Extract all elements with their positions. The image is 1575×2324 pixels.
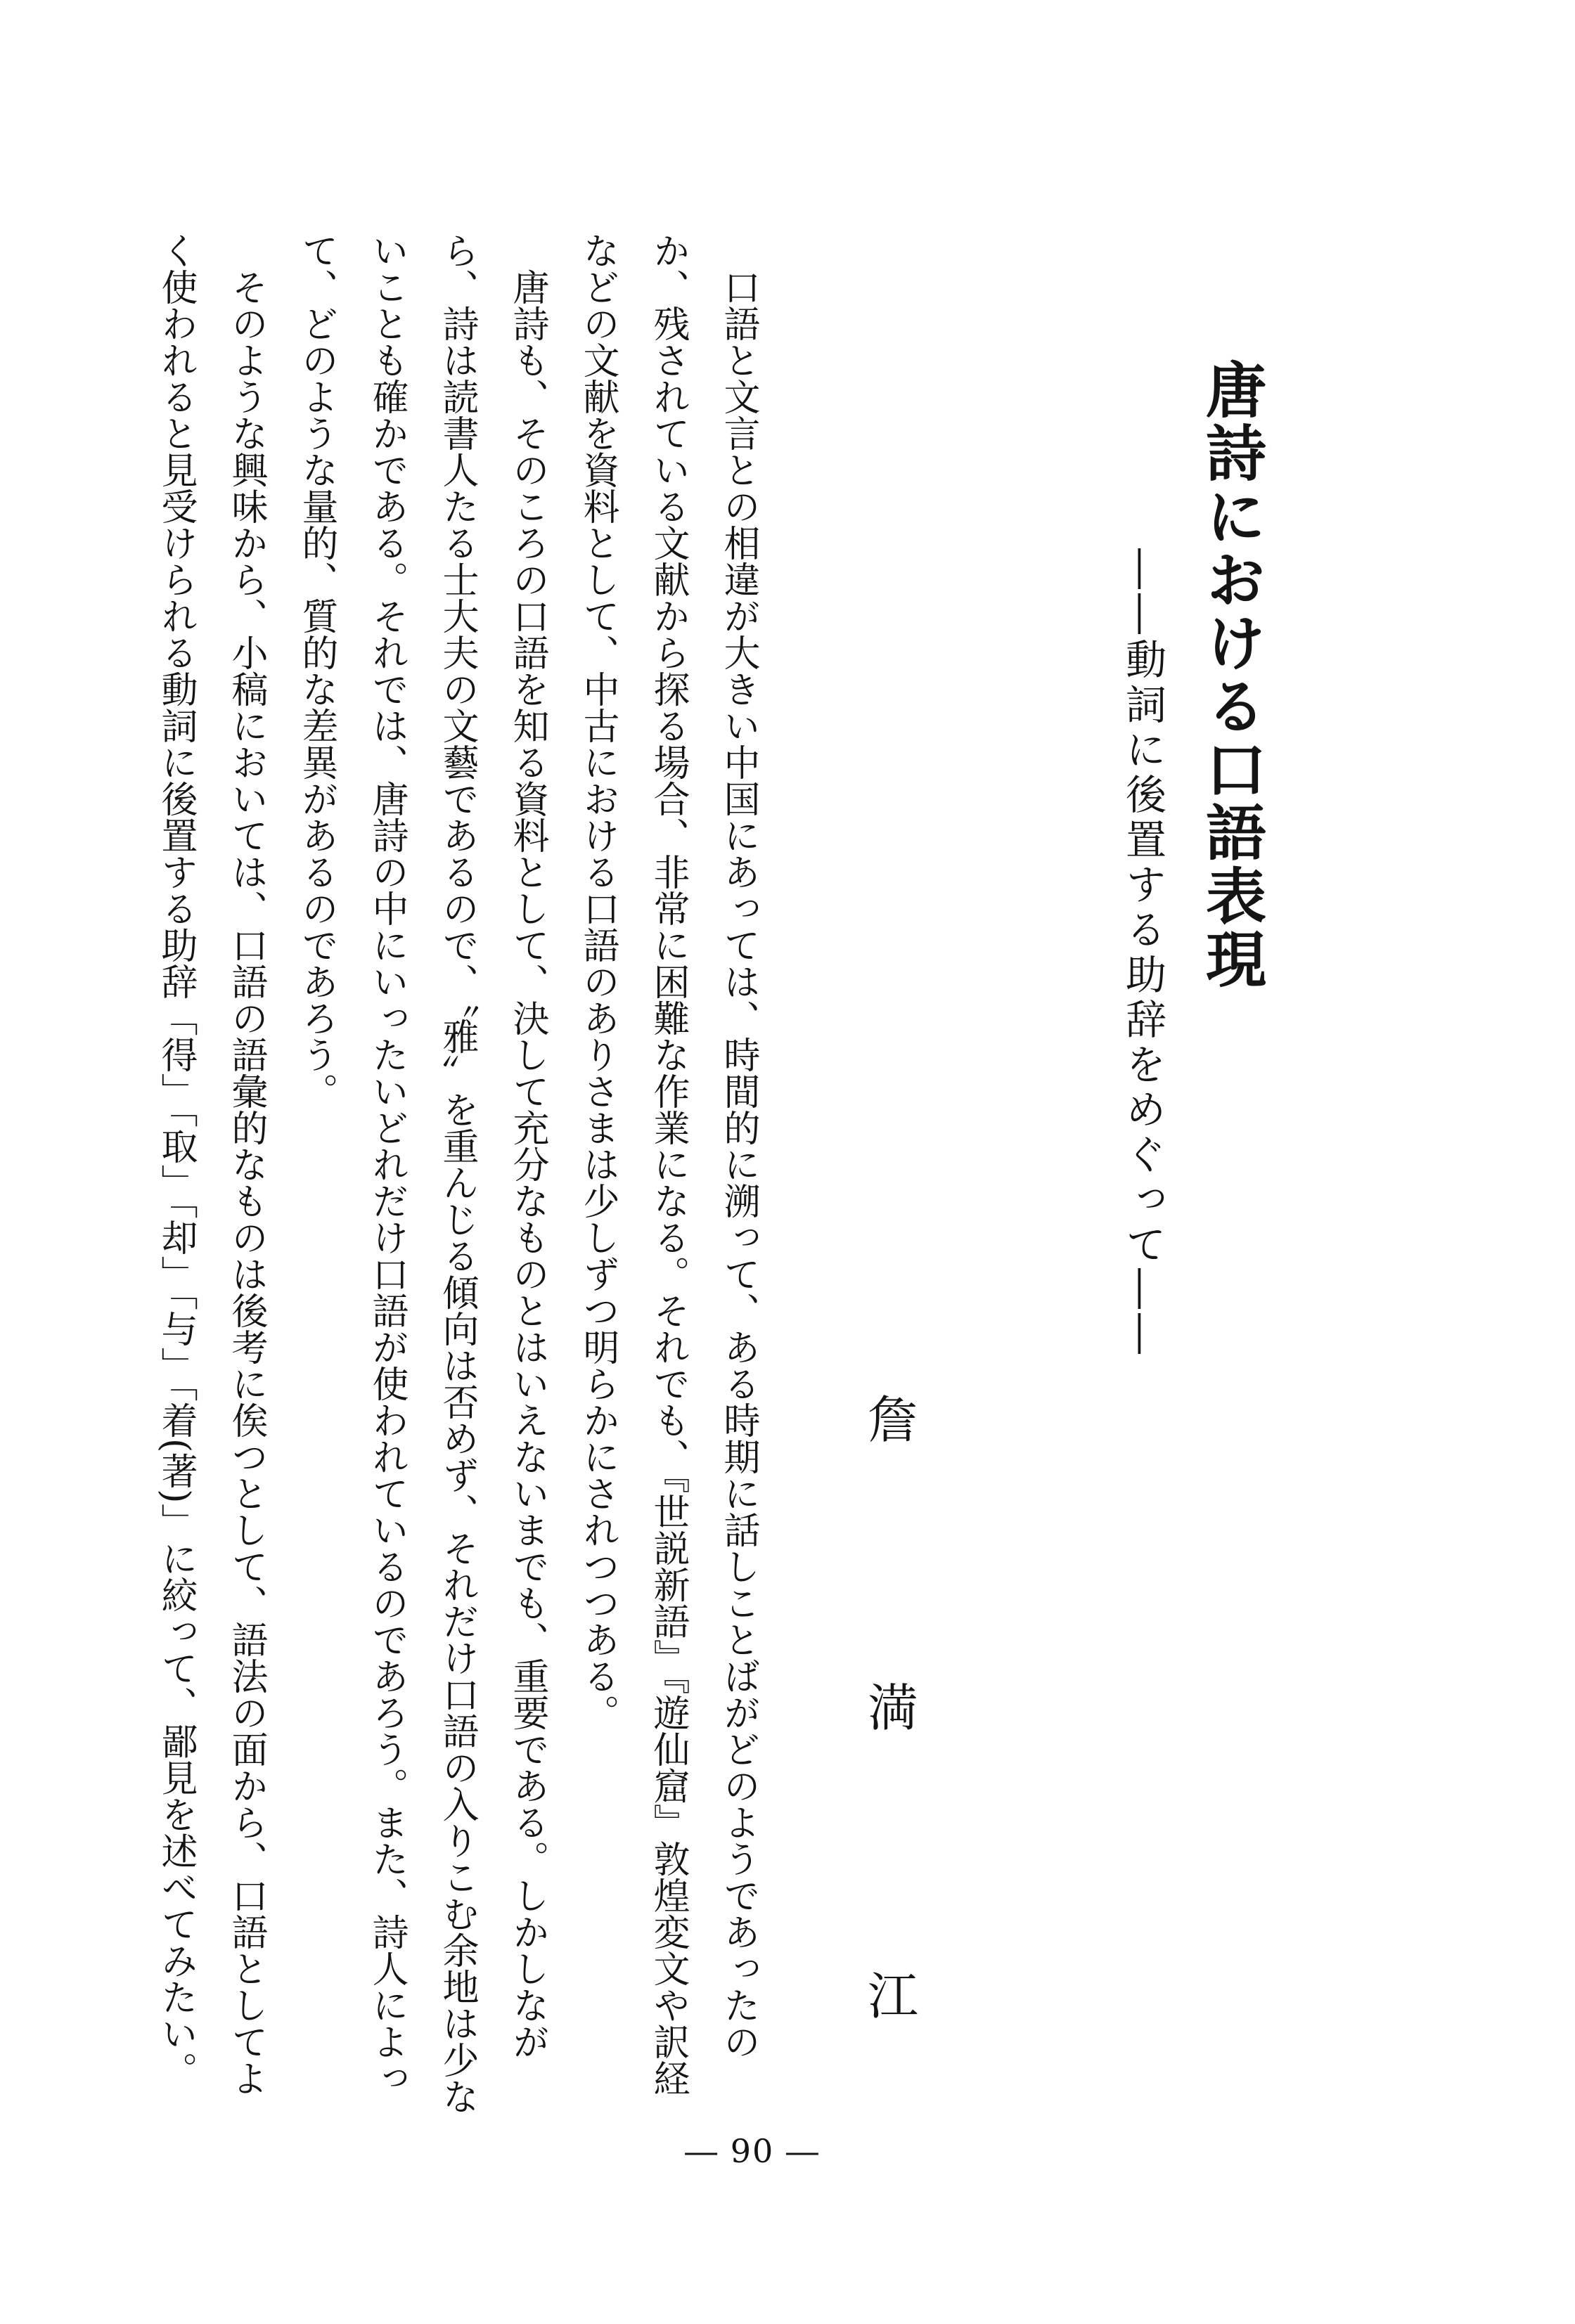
article-subtitle: ――動詞に後置する助辞をめぐって―― (1119, 548, 1166, 1358)
page-number: ― 90 ― (685, 2132, 820, 2170)
body-paragraph-2: 唐詩も、そのころの口語を知る資料として、決して充分なものとはいえないまでも、重要である。しかしながら、詩は読書人たる士大夫の文藝であるので、〝雅〟を重んじる傾向は否めず、それだけ口語の入りこむ余地は少ないことも確かである。それでは、唐詩の中にいったいどれだけ口語が使われているのであろう。また、詩人によって、どのような量的、質的な差異があるのであろう。 (295, 232, 548, 2115)
article-body (141, 232, 773, 2130)
body-paragraph-1: 口語と文言との相違が大きい中国にあっては、時間的に溯って、ある時期に話しことばがどのようであったのか、残されている文献から探る場合、非常に困難な作業になる。それでも、『世説新語』『遊仙窟』敦煌変文や訳経などの文献を資料として、中古における口語のありさまは少しずつ明らかにされつつある。 (577, 232, 759, 2096)
author-char-1: 詹 (867, 1390, 918, 1450)
author-name (861, 1392, 925, 2025)
author-char-2: 満 (867, 1679, 918, 1738)
body-paragraph-3: そのような興味から、小稿においては、口語の語彙的なものは後考に俟つとして、語法の面から、口語としてよく使われると見受けられる動詞に後置する助辞「得」「取」「却」「与」「着(著)」に絞って、鄙見を述べてみたい。 (155, 232, 267, 2096)
author-char-3: 江 (867, 1967, 918, 2026)
article-title: 唐詩における口語表現 (1195, 359, 1266, 991)
